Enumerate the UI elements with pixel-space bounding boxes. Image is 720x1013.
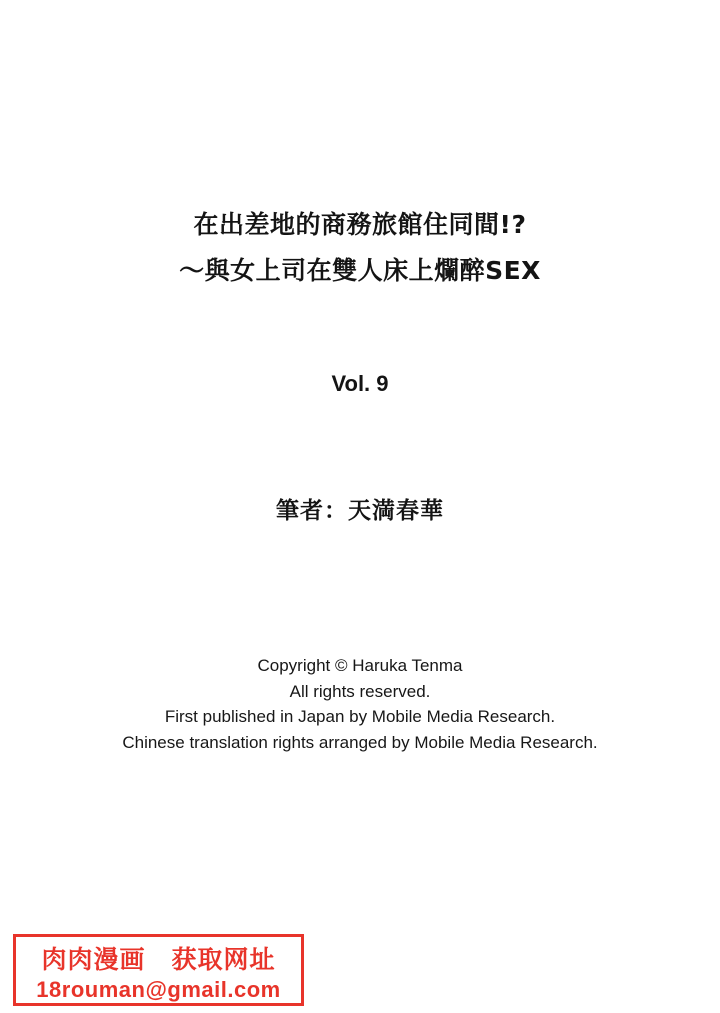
watermark-badge	[13, 934, 304, 1006]
copyright-line-3: First published in Japan by Mobile Media Research.	[164, 707, 556, 726]
watermark-site-name: 肉肉漫画 获取网址	[41, 945, 276, 974]
volume-label: Vol. 9	[331, 371, 389, 396]
copyright-line-1: Copyright © Haruka Tenma	[257, 656, 463, 675]
watermark-email: 18rouman@gmail.com	[36, 977, 281, 1002]
title-line-2: ～與女上司在雙人床上爛醉SEX	[179, 256, 541, 285]
copyright-block	[0, 653, 720, 755]
copyright-line-2: All rights reserved.	[289, 681, 431, 701]
title-block	[0, 202, 720, 294]
title-line-1: 在出差地的商務旅館住同間!?	[193, 210, 527, 239]
author-credit: 筆者：天満春華	[276, 498, 444, 524]
copyright-line-4: Chinese translation rights arranged by Mobile Media Research.	[122, 732, 598, 752]
